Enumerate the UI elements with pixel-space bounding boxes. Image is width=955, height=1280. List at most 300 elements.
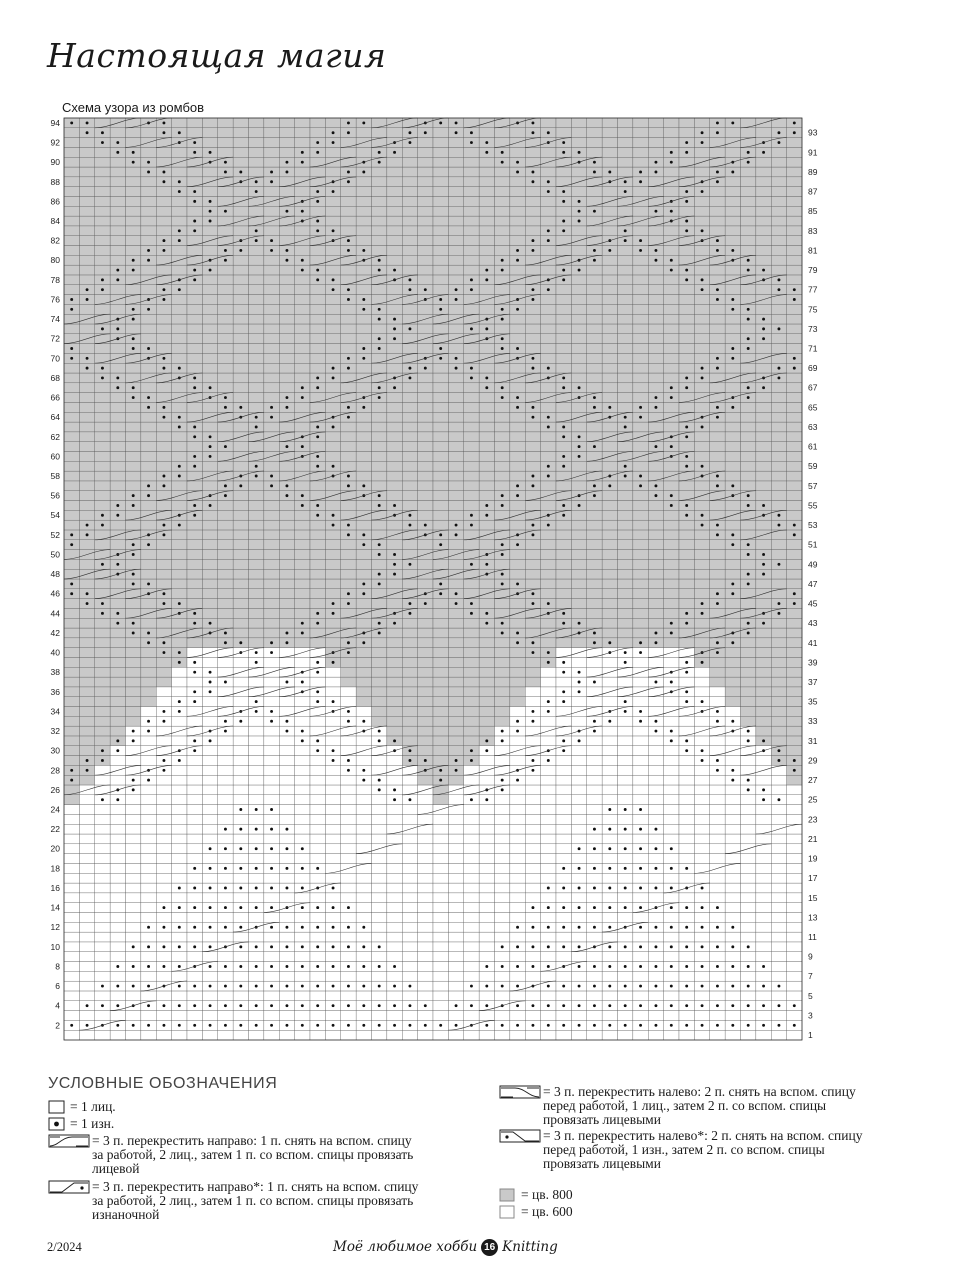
chart-cell bbox=[525, 657, 540, 667]
chart-cell bbox=[679, 559, 694, 569]
chart-cell bbox=[187, 814, 202, 824]
purl-dot bbox=[624, 1024, 627, 1027]
chart-cell bbox=[249, 393, 264, 403]
chart-cell bbox=[64, 491, 79, 501]
purl-dot bbox=[793, 1024, 796, 1027]
purl-dot bbox=[347, 249, 350, 252]
purl-dot bbox=[685, 965, 688, 968]
purl-dot bbox=[654, 484, 657, 487]
purl-dot bbox=[777, 1024, 780, 1027]
chart-cell bbox=[156, 275, 171, 285]
purl-dot bbox=[116, 985, 119, 988]
chart-cell bbox=[510, 854, 525, 864]
chart-cell bbox=[495, 412, 510, 422]
chart-cell bbox=[418, 667, 433, 677]
chart-cell bbox=[402, 922, 417, 932]
purl-dot bbox=[593, 632, 596, 635]
purl-dot bbox=[193, 622, 196, 625]
chart-cell bbox=[264, 677, 279, 687]
purl-dot bbox=[209, 504, 212, 507]
chart-cell bbox=[279, 275, 294, 285]
purl-dot bbox=[716, 406, 719, 409]
chart-cell bbox=[556, 716, 571, 726]
chart-cell bbox=[479, 873, 494, 883]
chart-cell bbox=[556, 795, 571, 805]
chart-cell bbox=[710, 393, 725, 403]
chart-cell bbox=[479, 863, 494, 873]
purl-dot bbox=[255, 426, 258, 429]
chart-cell bbox=[64, 971, 79, 981]
purl-dot bbox=[654, 406, 657, 409]
purl-dot bbox=[701, 700, 704, 703]
purl-dot bbox=[501, 308, 504, 311]
chart-cell bbox=[648, 265, 663, 275]
chart-cell bbox=[679, 393, 694, 403]
chart-cell bbox=[372, 854, 387, 864]
purl-dot bbox=[531, 602, 534, 605]
chart-cell bbox=[787, 255, 802, 265]
chart-cell bbox=[79, 246, 94, 256]
chart-cell bbox=[187, 550, 202, 560]
chart-cell bbox=[448, 1011, 463, 1021]
chart-cell bbox=[402, 765, 417, 775]
chart-cell bbox=[679, 589, 694, 599]
chart-cell bbox=[233, 697, 248, 707]
chart-cell bbox=[126, 863, 141, 873]
chart-cell bbox=[448, 667, 463, 677]
chart-cell bbox=[525, 952, 540, 962]
chart-cell bbox=[187, 285, 202, 295]
purl-dot bbox=[362, 965, 365, 968]
purl-dot bbox=[685, 700, 688, 703]
purl-dot bbox=[747, 553, 750, 556]
chart-cell bbox=[402, 707, 417, 717]
purl-dot bbox=[501, 269, 504, 272]
chart-cell bbox=[679, 814, 694, 824]
chart-cell bbox=[156, 265, 171, 275]
chart-cell bbox=[495, 893, 510, 903]
purl-dot bbox=[777, 612, 780, 615]
purl-dot bbox=[731, 592, 734, 595]
chart-cell bbox=[433, 922, 448, 932]
purl-dot bbox=[516, 1004, 519, 1007]
chart-cell bbox=[479, 402, 494, 412]
chart-cell bbox=[418, 344, 433, 354]
chart-cell bbox=[756, 863, 771, 873]
chart-cell bbox=[249, 520, 264, 530]
chart-cell bbox=[418, 952, 433, 962]
chart-cell bbox=[541, 344, 556, 354]
purl-dot bbox=[439, 533, 442, 536]
chart-cell bbox=[633, 1011, 648, 1021]
chart-cell bbox=[110, 402, 125, 412]
purl-dot bbox=[670, 730, 673, 733]
purl-dot bbox=[378, 582, 381, 585]
chart-cell bbox=[741, 707, 756, 717]
chart-cell bbox=[172, 873, 187, 883]
chart-cell bbox=[771, 638, 786, 648]
chart-cell bbox=[525, 265, 540, 275]
chart-cell bbox=[387, 412, 402, 422]
purl-dot bbox=[501, 318, 504, 321]
chart-cell bbox=[110, 707, 125, 717]
chart-cell bbox=[495, 324, 510, 334]
chart-cell bbox=[741, 559, 756, 569]
chart-cell bbox=[310, 481, 325, 491]
chart-cell bbox=[618, 393, 633, 403]
chart-cell bbox=[310, 893, 325, 903]
chart-cell bbox=[126, 756, 141, 766]
purl-dot bbox=[86, 602, 89, 605]
chart-cell bbox=[402, 589, 417, 599]
chart-cell bbox=[495, 687, 510, 697]
chart-cell bbox=[541, 775, 556, 785]
chart-cell bbox=[448, 834, 463, 844]
chart-cell bbox=[771, 863, 786, 873]
chart-cell bbox=[618, 746, 633, 756]
purl-dot bbox=[455, 602, 458, 605]
chart-cell bbox=[556, 393, 571, 403]
chart-cell bbox=[710, 618, 725, 628]
chart-cell bbox=[295, 716, 310, 726]
chart-cell bbox=[310, 304, 325, 314]
chart-cell bbox=[402, 726, 417, 736]
chart-cell bbox=[126, 677, 141, 687]
chart-cell bbox=[571, 324, 586, 334]
chart-cell bbox=[64, 707, 79, 717]
chart-cell bbox=[571, 795, 586, 805]
chart-cell bbox=[110, 285, 125, 295]
chart-cell bbox=[156, 344, 171, 354]
chart-cell bbox=[633, 275, 648, 285]
chart-cell bbox=[64, 334, 79, 344]
chart-cell bbox=[172, 451, 187, 461]
chart-cell bbox=[633, 422, 648, 432]
chart-cell bbox=[249, 275, 264, 285]
purl-dot bbox=[485, 514, 488, 517]
purl-dot bbox=[301, 847, 304, 850]
purl-dot bbox=[193, 612, 196, 615]
purl-dot bbox=[347, 367, 350, 370]
chart-cell bbox=[126, 1030, 141, 1040]
chart-cell bbox=[725, 1030, 740, 1040]
chart-cell bbox=[648, 1011, 663, 1021]
chart-cell bbox=[479, 834, 494, 844]
chart-cell bbox=[787, 373, 802, 383]
purl-dot bbox=[716, 651, 719, 654]
purl-dot bbox=[485, 563, 488, 566]
chart-cell bbox=[771, 952, 786, 962]
chart-cell bbox=[279, 687, 294, 697]
chart-cell bbox=[218, 285, 233, 295]
chart-cell bbox=[64, 981, 79, 991]
chart-cell bbox=[218, 873, 233, 883]
purl-dot bbox=[347, 651, 350, 654]
chart-cell bbox=[664, 510, 679, 520]
purl-dot bbox=[316, 435, 319, 438]
purl-dot bbox=[685, 435, 688, 438]
chart-cell bbox=[787, 324, 802, 334]
purl-dot bbox=[86, 288, 89, 291]
purl-dot bbox=[255, 847, 258, 850]
chart-cell bbox=[602, 873, 617, 883]
chart-cell bbox=[233, 314, 248, 324]
chart-cell bbox=[648, 814, 663, 824]
purl-dot bbox=[285, 926, 288, 929]
chart-cell bbox=[341, 569, 356, 579]
chart-cell bbox=[510, 971, 525, 981]
chart-cell bbox=[325, 559, 340, 569]
chart-cell bbox=[233, 344, 248, 354]
chart-cell bbox=[787, 677, 802, 687]
chart-cell bbox=[479, 461, 494, 471]
chart-cell bbox=[387, 442, 402, 452]
purl-dot bbox=[485, 1024, 488, 1027]
purl-dot bbox=[193, 514, 196, 517]
chart-cell bbox=[249, 912, 264, 922]
chart-cell bbox=[141, 236, 156, 246]
chart-cell bbox=[233, 618, 248, 628]
purl-dot bbox=[209, 847, 212, 850]
chart-cell bbox=[126, 353, 141, 363]
chart-cell bbox=[218, 785, 233, 795]
purl-dot bbox=[86, 759, 89, 762]
chart-cell bbox=[495, 677, 510, 687]
purl-dot bbox=[209, 887, 212, 890]
chart-cell bbox=[756, 540, 771, 550]
chart-cell bbox=[633, 893, 648, 903]
chart-cell bbox=[541, 814, 556, 824]
purl-dot bbox=[685, 426, 688, 429]
purl-dot bbox=[70, 592, 73, 595]
chart-cell bbox=[126, 599, 141, 609]
chart-cell bbox=[126, 236, 141, 246]
chart-cell bbox=[110, 363, 125, 373]
chart-cell bbox=[479, 648, 494, 658]
chart-cell bbox=[218, 814, 233, 824]
chart-cell bbox=[664, 795, 679, 805]
purl-dot bbox=[285, 396, 288, 399]
chart-cell bbox=[310, 520, 325, 530]
purl-dot bbox=[378, 730, 381, 733]
purl-dot bbox=[701, 985, 704, 988]
chart-cell bbox=[295, 246, 310, 256]
chart-cell bbox=[141, 550, 156, 560]
purl-dot bbox=[531, 1004, 534, 1007]
purl-dot bbox=[562, 985, 565, 988]
chart-cell bbox=[279, 324, 294, 334]
chart-cell bbox=[325, 736, 340, 746]
chart-cell bbox=[679, 295, 694, 305]
purl-dot bbox=[116, 327, 119, 330]
chart-cell bbox=[156, 912, 171, 922]
chart-cell bbox=[618, 775, 633, 785]
purl-dot bbox=[578, 847, 581, 850]
chart-cell bbox=[64, 1011, 79, 1021]
purl-dot bbox=[347, 357, 350, 360]
chart-cell bbox=[541, 971, 556, 981]
chart-cell bbox=[741, 824, 756, 834]
chart-cell bbox=[510, 736, 525, 746]
purl-dot bbox=[239, 887, 242, 890]
chart-cell bbox=[771, 471, 786, 481]
chart-cell bbox=[310, 334, 325, 344]
chart-cell bbox=[664, 854, 679, 864]
chart-cell bbox=[64, 599, 79, 609]
chart-cell bbox=[587, 805, 602, 815]
purl-dot bbox=[793, 602, 796, 605]
chart-cell bbox=[325, 971, 340, 981]
chart-cell bbox=[541, 304, 556, 314]
chart-cell bbox=[372, 1011, 387, 1021]
chart-cell bbox=[202, 285, 217, 295]
chart-cell bbox=[525, 1011, 540, 1021]
purl-dot bbox=[485, 965, 488, 968]
chart-cell bbox=[95, 903, 110, 913]
purl-dot bbox=[747, 582, 750, 585]
chart-cell bbox=[495, 353, 510, 363]
chart-cell bbox=[648, 667, 663, 677]
purl-dot bbox=[593, 867, 596, 870]
purl-dot bbox=[747, 632, 750, 635]
chart-cell bbox=[372, 687, 387, 697]
chart-cell bbox=[264, 795, 279, 805]
chart-cell bbox=[464, 491, 479, 501]
chart-cell bbox=[402, 618, 417, 628]
purl-dot bbox=[639, 406, 642, 409]
purl-dot bbox=[209, 690, 212, 693]
chart-cell bbox=[249, 373, 264, 383]
chart-cell bbox=[126, 530, 141, 540]
chart-cell bbox=[633, 373, 648, 383]
chart-cell bbox=[187, 393, 202, 403]
chart-cell bbox=[602, 373, 617, 383]
chart-cell bbox=[264, 540, 279, 550]
chart-cell bbox=[556, 785, 571, 795]
purl-dot bbox=[670, 632, 673, 635]
chart-cell bbox=[602, 353, 617, 363]
chart-cell bbox=[571, 422, 586, 432]
purl-dot bbox=[239, 965, 242, 968]
chart-cell bbox=[556, 854, 571, 864]
chart-cell bbox=[602, 324, 617, 334]
chart-cell bbox=[710, 854, 725, 864]
chart-cell bbox=[64, 461, 79, 471]
chart-cell bbox=[525, 736, 540, 746]
chart-cell bbox=[787, 491, 802, 501]
chart-cell bbox=[433, 1001, 448, 1011]
chart-cell bbox=[725, 805, 740, 815]
chart-cell bbox=[602, 334, 617, 344]
chart-cell bbox=[356, 422, 371, 432]
chart-cell bbox=[64, 854, 79, 864]
purl-dot bbox=[762, 327, 765, 330]
purl-dot bbox=[408, 612, 411, 615]
purl-dot bbox=[132, 965, 135, 968]
chart-cell bbox=[448, 540, 463, 550]
chart-cell bbox=[172, 932, 187, 942]
purl-dot bbox=[531, 288, 534, 291]
chart-cell bbox=[771, 785, 786, 795]
chart-cell bbox=[310, 255, 325, 265]
chart-cell bbox=[464, 353, 479, 363]
chart-cell bbox=[648, 932, 663, 942]
chart-cell bbox=[64, 814, 79, 824]
chart-cell bbox=[126, 657, 141, 667]
purl-dot bbox=[747, 337, 750, 340]
chart-cell bbox=[264, 314, 279, 324]
chart-cell bbox=[418, 883, 433, 893]
purl-dot bbox=[178, 926, 181, 929]
chart-cell bbox=[448, 608, 463, 618]
chart-cell bbox=[249, 344, 264, 354]
chart-cell bbox=[372, 756, 387, 766]
chart-cell bbox=[264, 697, 279, 707]
chart-cell bbox=[79, 481, 94, 491]
chart-cell bbox=[325, 451, 340, 461]
chart-cell bbox=[279, 834, 294, 844]
chart-cell bbox=[402, 550, 417, 560]
purl-dot bbox=[608, 828, 611, 831]
chart-cell bbox=[541, 932, 556, 942]
purl-dot bbox=[716, 249, 719, 252]
chart-cell bbox=[541, 844, 556, 854]
purl-dot bbox=[701, 465, 704, 468]
chart-cell bbox=[679, 246, 694, 256]
purl-dot bbox=[608, 808, 611, 811]
chart-cell bbox=[110, 775, 125, 785]
chart-cell bbox=[571, 520, 586, 530]
chart-cell bbox=[372, 510, 387, 520]
chart-cell bbox=[279, 353, 294, 363]
chart-cell bbox=[541, 530, 556, 540]
purl-dot bbox=[762, 553, 765, 556]
chart-cell bbox=[402, 412, 417, 422]
purl-dot bbox=[670, 445, 673, 448]
purl-dot bbox=[162, 710, 165, 713]
chart-cell bbox=[79, 844, 94, 854]
chart-cell bbox=[418, 236, 433, 246]
chart-cell bbox=[202, 1030, 217, 1040]
purl-dot bbox=[501, 543, 504, 546]
chart-cell bbox=[126, 883, 141, 893]
chart-cell bbox=[372, 373, 387, 383]
purl-dot bbox=[747, 965, 750, 968]
chart-cell bbox=[495, 873, 510, 883]
purl-dot bbox=[101, 798, 104, 801]
chart-cell bbox=[479, 412, 494, 422]
purl-dot bbox=[747, 730, 750, 733]
purl-dot bbox=[378, 739, 381, 742]
chart-cell bbox=[495, 795, 510, 805]
chart-cell bbox=[341, 991, 356, 1001]
chart-cell bbox=[187, 756, 202, 766]
chart-cell bbox=[156, 383, 171, 393]
chart-cell bbox=[264, 628, 279, 638]
chart-cell bbox=[402, 402, 417, 412]
chart-cell bbox=[341, 873, 356, 883]
chart-cell bbox=[418, 903, 433, 913]
chart-cell bbox=[787, 559, 802, 569]
chart-cell bbox=[479, 707, 494, 717]
chart-cell bbox=[156, 314, 171, 324]
chart-cell bbox=[402, 314, 417, 324]
purl-dot bbox=[193, 504, 196, 507]
chart-cell bbox=[648, 540, 663, 550]
chart-cell bbox=[187, 854, 202, 864]
chart-cell bbox=[402, 903, 417, 913]
chart-cell bbox=[602, 579, 617, 589]
